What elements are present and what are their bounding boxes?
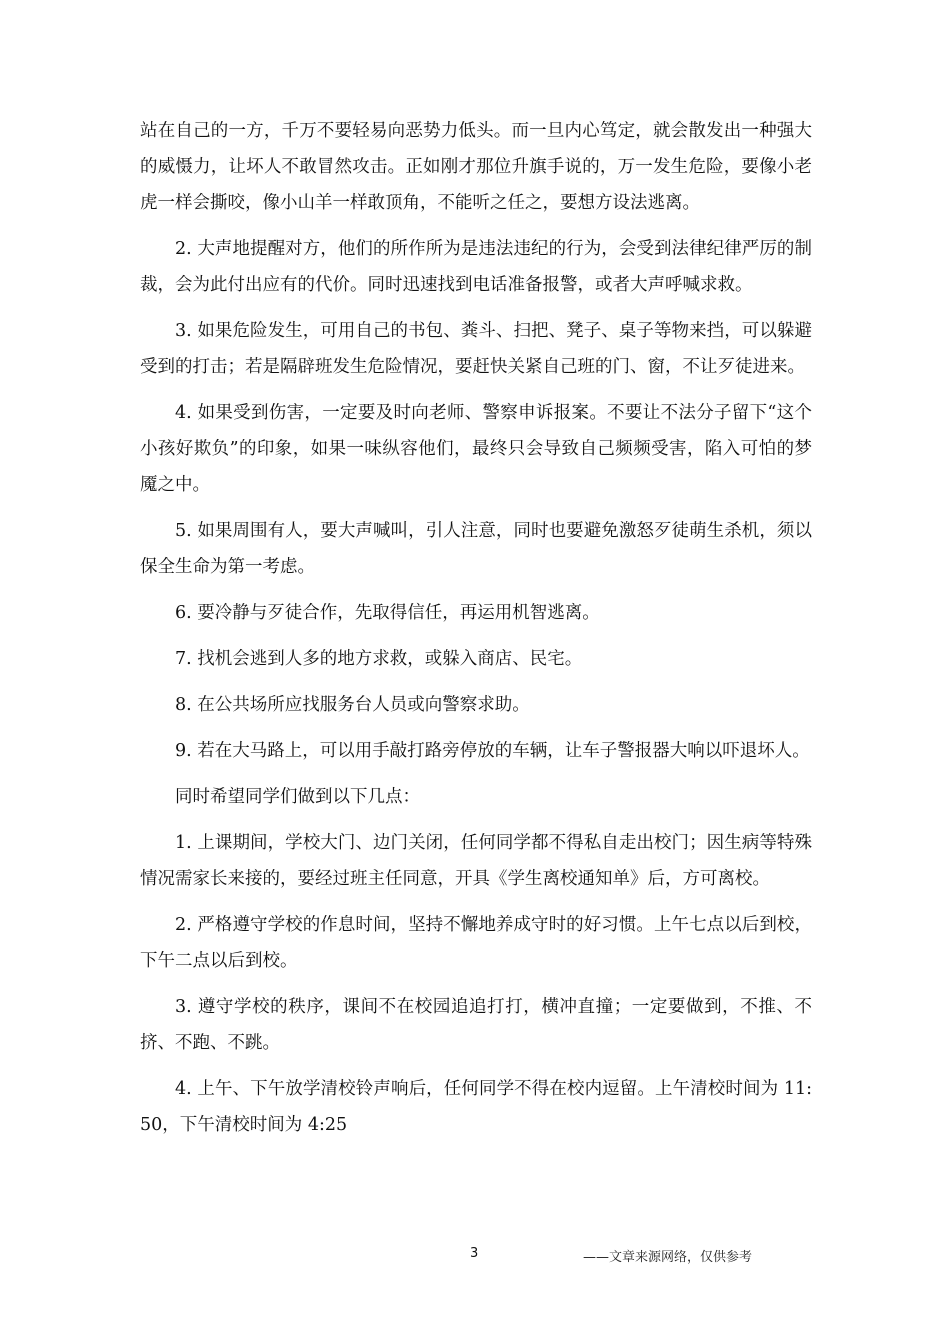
paragraph-item-4: 4. 如果受到伤害，一定要及时向老师、警察申诉报案。不要让不法分子留下“这个小孩好欺负”的印象，如果一味纵容他们，最终只会导致自己频频受害，陷入可怕的梦魇之中。 — [140, 403, 812, 495]
paragraph-point-3: 3. 遵守学校的秩序，课间不在校园追追打打，横冲直撞；一定要做到，不推、不挤、不跑、不跳。 — [140, 997, 812, 1053]
paragraph-item-6: 6. 要冷静与歹徒合作，先取得信任，再运用机智逃离。 — [175, 603, 600, 623]
paragraph-item-3: 3. 如果危险发生，可用自己的书包、粪斗、扫把、凳子、桌子等物来挡，可以躲避受到的打击；若是隔辟班发生危险情况，要赶快关紧自己班的门、窗，不让歹徒进来。 — [140, 321, 812, 377]
paragraph-item-9: 9. 若在大马路上，可以用手敲打路旁停放的车辆，让车子警报器大响以吓退坏人。 — [175, 741, 810, 761]
paragraph-continuation: 站在自己的一方，千万不要轻易向恶势力低头。而一旦内心笃定，就会散发出一种强大的威慑力，让坏人不敢冒然攻击。正如刚才那位升旗手说的，万一发生危险，要像小老虎一样会撕咬，像小山羊一样敢顶角，不能听之任之，要想方设法逃离。 — [140, 121, 812, 213]
paragraph-item-7: 7. 找机会逃到人多的地方求救，或躲入商店、民宅。 — [175, 649, 583, 669]
page-footer — [0, 1246, 950, 1270]
paragraph-point-4: 4. 上午、下午放学清校铃声响后，任何同学不得在校内逗留。上午清校时间为 11:50，下午清校时间为 4:25 — [140, 1079, 812, 1135]
paragraph-item-5: 5. 如果周围有人，要大声喊叫，引人注意，同时也要避免激怒歹徒萌生杀机，须以保全生命为第一考虑。 — [140, 521, 812, 577]
paragraph-point-2: 2. 严格遵守学校的作息时间，坚持不懈地养成守时的好习惯。上午七点以后到校，下午二点以后到校。 — [140, 915, 812, 971]
paragraph-point-1: 1. 上课期间，学校大门、边门关闭，任何同学都不得私自走出校门；因生病等特殊情况需家长来接的，要经过班主任同意，开具《学生离校通知单》后，方可离校。 — [140, 833, 812, 889]
paragraph-item-2: 2. 大声地提醒对方，他们的所作所为是违法违纪的行为，会受到法律纪律严厉的制裁，会为此付出应有的代价。同时迅速找到电话准备报警，或者大声呼喊求救。 — [140, 239, 812, 295]
document-body — [140, 113, 812, 1153]
source-note: ——文章来源网络，仅供参考 — [583, 1250, 753, 1265]
paragraph-intro-points: 同时希望同学们做到以下几点： — [175, 787, 420, 807]
page-number: 3 — [470, 1246, 479, 1261]
paragraph-item-8: 8. 在公共场所应找服务台人员或向警察求助。 — [175, 695, 530, 715]
